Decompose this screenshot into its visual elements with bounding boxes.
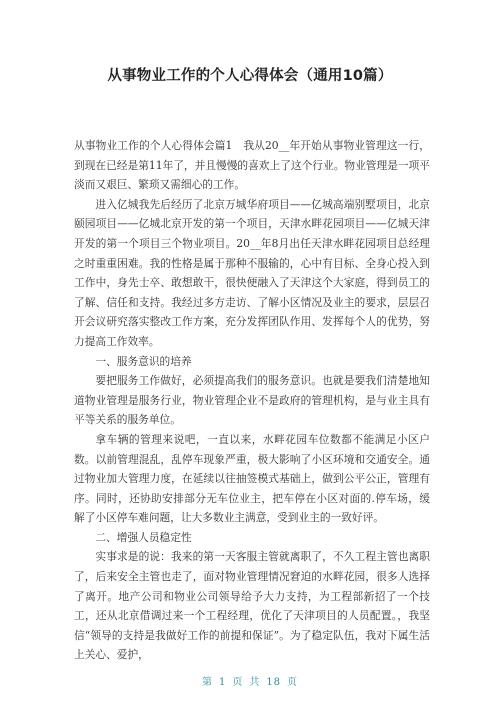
document-title: 从事物业工作的个人心得体会（通用10篇） <box>107 68 393 84</box>
paragraph-3: 要把服务工作做好，必须提高我们的服务意识。也就是要我们清楚地知道物业管理是服务行业，物业管理企业不是政府的管理机构，是与业主具有平等关系的服务单位。 <box>74 374 430 427</box>
page-mid: 页 <box>232 677 244 688</box>
page-total: 18 <box>266 677 282 688</box>
paragraph-2: 进入亿城我先后经历了北京万城华府项目——亿城高端别墅项目，北京颐园项目——亿城北京开发的第一个项目，天津水畔花园项目——亿城天津开发的第一个项目三个物业项目。20__年8月出任天津水畔花园项目总经理之时重重困难。我的性格是属于那种不服输的，心中有目标、全身心投入到工作中，身先士卒、敢想敢干，很快便融入了天津这个大家庭，得到员工的了解、信任和支持。我经过多方走访、了解小区情况及业主的要求，层层召开会议研究落实整改工作方案，充分发挥团队作用、发挥每个人的优势，努力提高工作效率。 <box>74 197 430 348</box>
paragraph-1: 从事物业工作的个人心得体会篇1 我从20__年开始从事物业管理这一行，到现在已经是第11年了，并且慢慢的喜欢上了这个行业。物业管理是一项平淡而又艰巨、繁琐又需细心的工作。 <box>74 139 430 192</box>
page-label: 第 <box>201 677 213 688</box>
paragraph-4: 拿车辆的管理来说吧，一直以来，水畔花园车位数都不能满足小区户数。以前管理混乱，乱停车现象严重，极大影响了小区环境和交通安全。通过物业加大管理力度，在延续以往抽签模式基础上，做到公平公正，管理有序。同时，还协助安排部分无车位业主，把车停在小区对面的.停车场，缓解了小区停车难问题，让大多数业主满意，受到业主的一致好评。 <box>74 432 430 525</box>
page-footer <box>0 673 500 688</box>
section-heading-1: 一、服务意识的培养 <box>95 354 192 368</box>
page-current: 1 <box>218 677 227 688</box>
section-heading-2: 二、增强人员稳定性 <box>95 530 192 544</box>
page-end: 页 <box>287 677 299 688</box>
document-body <box>74 136 430 665</box>
page-total-label: 共 <box>249 677 261 688</box>
paragraph-5: 实事求是的说：我来的第一天客服主管就离职了，不久工程主管也离职了，后来安全主管也走了，面对物业管理情况窘迫的水畔花园，很多人选择了离开。地产公司和物业公司领导给予大力支持，为工程部新招了一个技工，还从北京借调过来一个工程经理，优化了天津项目的人员配置。，我坚信“领导的支持是我做好工作的前提和保证”。为了稳定队伍，我对下属生活上关心、爱护， <box>74 550 430 662</box>
